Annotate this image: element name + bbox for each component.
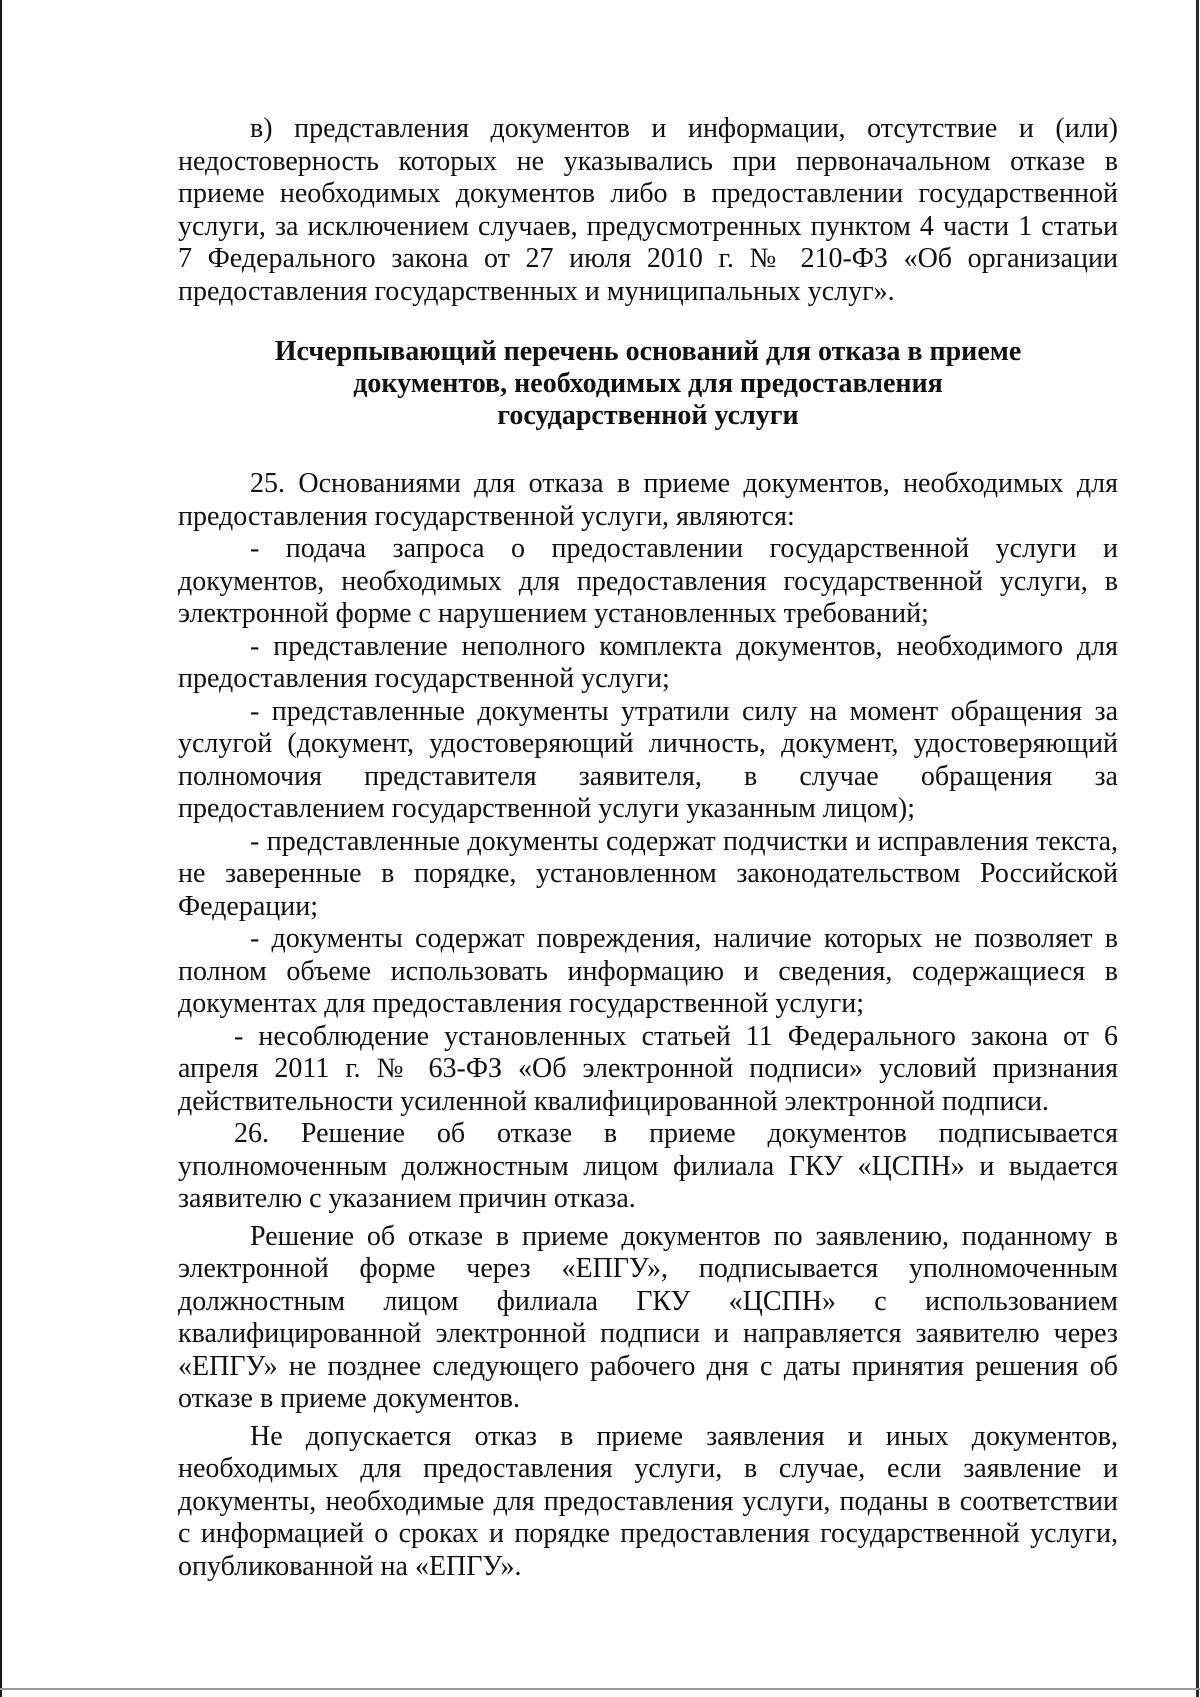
heading-line-3: государственной услуги (497, 400, 799, 431)
list-item: - подача запроса о предоставлении государственной услуги и документов, необходимых для предоставления государственной услуги, в электронной форме с нарушением установленных требований; (178, 533, 1118, 629)
section-heading (178, 336, 1118, 432)
heading-line-2: документов, необходимых для предоставления (353, 368, 943, 399)
list-item: - представленные документы утратили силу на момент обращения за услугой (документ, удостоверяющий личность, документ, удостоверяющий полномочия представителя заявителя, в случае обращения за предоставлением государственной услуги указанным лицом); (178, 695, 1118, 824)
paragraph-25: 25. Основаниями для отказа в приеме документов, необходимых для предоставления государственной услуги, являются: (178, 468, 1118, 532)
scan-edge-left (0, 0, 2, 1697)
paragraph-no-refusal: Не допускается отказ в приеме заявления и иных документов, необходимых для предоставления услуги, в случае, если заявление и документы, необходимые для предоставления услуги, поданы в соответствии с информацией о сроках и порядке предоставления государственной услуги, опубликованной на «ЕПГУ». (178, 1420, 1118, 1582)
heading-line-1: Исчерпывающий перечень оснований для отказа в приеме (274, 336, 1022, 367)
scan-edge-right (1196, 0, 1199, 1697)
list-item: - представленные документы содержат подчистки и исправления текста, не заверенные в порядке, установленном законодательством Российской Федерации; (178, 825, 1118, 922)
paragraph-epgu-decision: Решение об отказе в приеме документов по заявлению, поданному в электронной форме через «ЕПГУ», подписывается уполномоченным должностным лицом филиала ГКУ «ЦСПН» с использованием квалифицированной электронной подписи и направляется заявителю через «ЕПГУ» не позднее следующего рабочего дня с даты принятия решения об отказе в приеме документов. (178, 1220, 1118, 1414)
list-item: - представление неполного комплекта документов, необходимого для предоставления государственной услуги; (178, 630, 1118, 694)
list-item: - документы содержат повреждения, наличие которых не позволяет в полном объеме использовать информацию и сведения, содержащиеся в документах для предоставления государственной услуги; (178, 923, 1118, 1019)
scan-edge-bottom (0, 1688, 1200, 1690)
paragraph-26: 26. Решение об отказе в приеме документов подписывается уполномоченным должностным лицом филиала ГКУ «ЦСПН» и выдается заявителю с указанием причин отказа. (178, 1118, 1118, 1214)
document-body (178, 113, 1118, 1583)
list-item: - несоблюдение установленных статьей 11 Федерального закона от 6 апреля 2011 г. № 63-ФЗ «Об электронной подписи» условий признания действительности усиленной квалифицированной электронной подписи. (178, 1020, 1118, 1117)
paragraph-v: в) представления документов и информации, отсутствие и (или) недостоверность которых не указывались при первоначальном отказе в приеме необходимых документов либо в предоставлении государственной услуги, за исключением случаев, предусмотренных пунктом 4 части 1 статьи 7 Федерального закона от 27 июля 2010 г. № 210-ФЗ «Об организации предоставления государственных и муниципальных услуг». (178, 113, 1118, 307)
